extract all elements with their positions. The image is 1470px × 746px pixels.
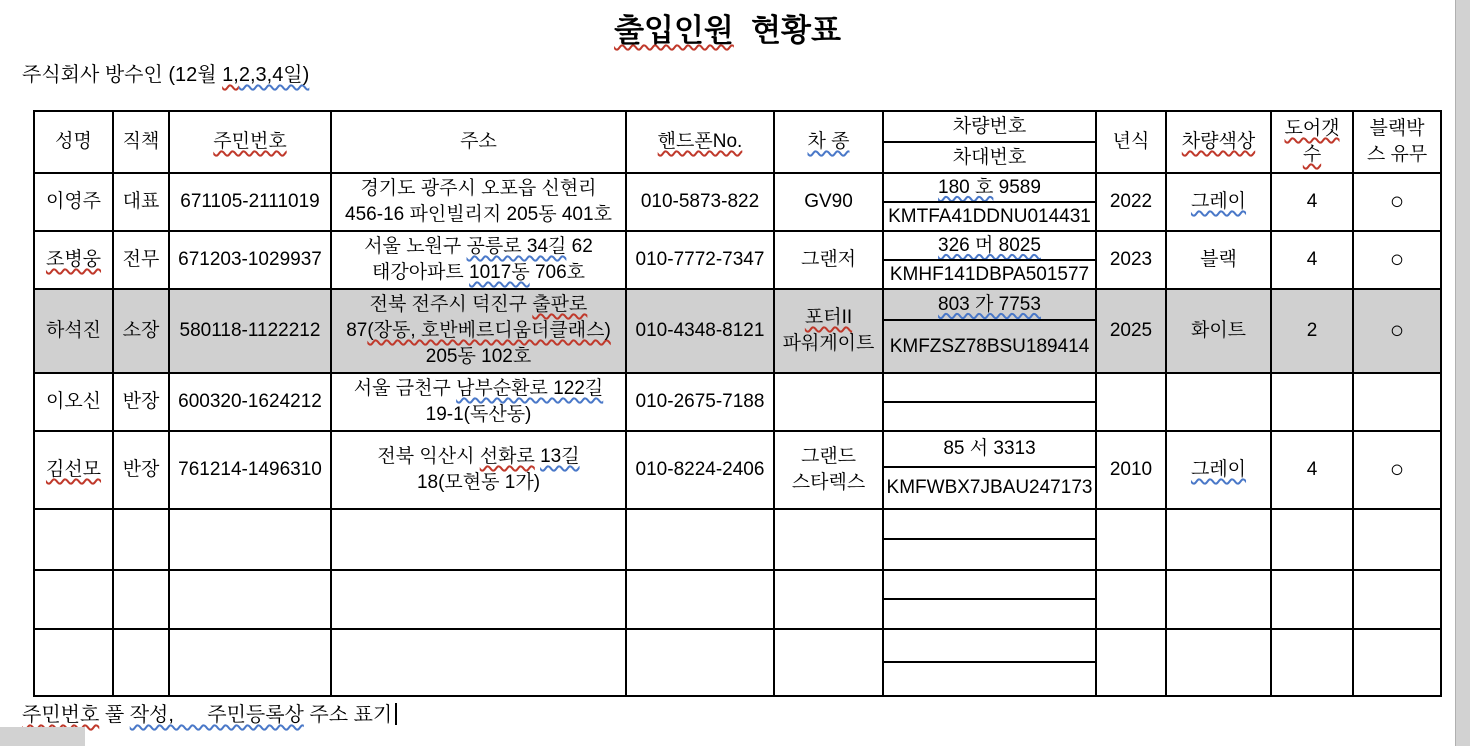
cell-color (1166, 173, 1271, 231)
text-segment: 주민번호 (22, 704, 100, 726)
cell-resident_id (169, 629, 331, 696)
text-segment: 서울 노원구 (364, 236, 467, 257)
text-segment: 13길 (540, 446, 580, 467)
cell-line (1097, 318, 1165, 344)
text-segment: 180 호 (938, 176, 994, 198)
cell-address (331, 570, 626, 629)
header-doors (1271, 111, 1353, 173)
text-segment: ○ (1389, 188, 1405, 215)
text-segment: 62 (566, 236, 593, 257)
cell-line (1354, 456, 1440, 484)
text-segment: 서울 금천구 (353, 378, 457, 399)
text-segment: 1017동 (469, 262, 530, 283)
text-segment: 2010 (1109, 459, 1153, 480)
header-position (113, 111, 169, 173)
personnel-table (33, 110, 1442, 697)
table-row (34, 570, 1441, 599)
cell-vehicle_type (774, 231, 883, 289)
cell-line (627, 247, 773, 273)
cell-position (113, 509, 169, 570)
text-segment: 1, (222, 64, 239, 86)
cell-position (113, 431, 169, 509)
cell-address (331, 289, 626, 373)
cell-address (331, 231, 626, 289)
text-segment: 803 가 7753 (938, 293, 1041, 315)
text-segment: 차량색상 (1181, 131, 1256, 152)
cell-line (1272, 318, 1352, 344)
cell-line (1354, 317, 1440, 345)
text-segment: 그랜드 (800, 446, 857, 467)
text-segment: 경기도 광주시 오포읍 신현리 (360, 178, 597, 199)
cell-line (170, 247, 330, 273)
table-row (34, 629, 1441, 662)
cell-line (332, 292, 625, 318)
cell-plate (883, 231, 1096, 260)
cell-year (1096, 231, 1166, 289)
cell-plate (883, 373, 1096, 402)
cell-doors (1271, 289, 1353, 373)
text-segment: 년식 (1112, 131, 1150, 152)
cell-vin (883, 202, 1096, 231)
cell-line (1167, 318, 1270, 344)
cell-plate (883, 289, 1096, 320)
header-phone (626, 111, 774, 173)
cell-line (1167, 457, 1270, 483)
cell-color (1166, 509, 1271, 570)
cell-line (1272, 116, 1352, 142)
cell-line (627, 129, 773, 155)
cell-line (884, 475, 1095, 501)
cell-vin (883, 260, 1096, 289)
text-segment: ○ (1389, 317, 1405, 344)
cell-color (1166, 231, 1271, 289)
cell-position (113, 570, 169, 629)
header-name (34, 111, 113, 173)
text-segment: 706호 (529, 262, 586, 283)
text-segment: 600320-1624212 (178, 391, 322, 412)
text-segment: 작성, 주민등록상 (129, 704, 304, 726)
cell-line (1272, 142, 1352, 168)
text-segment: 19-1(독산동) (425, 404, 532, 425)
cell-line (775, 470, 882, 496)
cell-line (332, 260, 625, 286)
cell-line (170, 189, 330, 215)
text-segment: 반장 (122, 391, 160, 412)
cell-line (114, 189, 168, 215)
text-segment: 태강아파트 (371, 262, 470, 283)
cell-resident_id (169, 173, 331, 231)
cell-resident_id (169, 373, 331, 431)
text-segment: 4 (1306, 191, 1318, 212)
text-segment: 671203-1029937 (178, 249, 322, 270)
cell-plate (883, 629, 1096, 662)
cell-position (113, 231, 169, 289)
cell-line (775, 444, 882, 470)
cell-line (114, 389, 168, 415)
cell-phone (626, 570, 774, 629)
text-segment: KMFZSZ78BSU189414 (889, 335, 1090, 357)
cell-vehicle_type (774, 289, 883, 373)
cell-resident_id (169, 231, 331, 289)
cell-line (170, 457, 330, 483)
text-segment: 스 유무 (1366, 144, 1428, 165)
text-segment: 205동 102호 (425, 346, 532, 367)
cell-line (114, 318, 168, 344)
text-segment: 출판로 (532, 294, 588, 315)
text-segment: 그랜저 (800, 249, 857, 270)
cell-address (331, 629, 626, 696)
cell-line (884, 145, 1095, 171)
text-segment: 스타렉스 (791, 472, 866, 493)
text-segment: 주소 표기 (303, 704, 393, 726)
text-segment: 주민번호 (213, 131, 287, 152)
header-address (331, 111, 626, 173)
text-segment: 010-2675-7188 (635, 391, 765, 412)
cell-blackbox (1353, 509, 1441, 570)
cell-doors (1271, 173, 1353, 231)
cell-vin (883, 662, 1096, 696)
cell-line (35, 247, 112, 273)
cell-blackbox (1353, 373, 1441, 431)
cell-line (332, 402, 625, 428)
canvas-background-right (1455, 0, 1470, 746)
cell-line (332, 470, 625, 496)
text-segment: ○ (1389, 246, 1405, 273)
cell-doors (1271, 231, 1353, 289)
cell-color (1166, 629, 1271, 696)
cell-line (332, 234, 625, 260)
cell-address (331, 173, 626, 231)
cell-line (170, 318, 330, 344)
header-blackbox (1353, 111, 1441, 173)
text-segment: 파워게이트 (782, 333, 875, 354)
text-segment: 2 (1306, 320, 1318, 341)
cell-phone (626, 431, 774, 509)
cell-line (884, 334, 1095, 360)
cell-line (627, 189, 773, 215)
cell-resident_id (169, 289, 331, 373)
company-date-line (22, 58, 309, 87)
text-segment: 4 (1306, 249, 1318, 270)
text-segment: 그레이 (1190, 459, 1247, 480)
text-segment: 도어갯 (1284, 118, 1340, 139)
cell-line (884, 204, 1095, 230)
text-segment: 공릉로 34길 (466, 236, 567, 257)
cell-line (775, 189, 882, 215)
cell-line (1167, 247, 1270, 273)
canvas-background-bottom-left (0, 727, 85, 746)
text-segment: 그레이 (1190, 191, 1247, 212)
cell-color (1166, 373, 1271, 431)
text-segment: 직책 (122, 131, 160, 152)
cell-name (34, 629, 113, 696)
header-vin (883, 142, 1096, 173)
cell-line (170, 129, 330, 155)
cell-vehicle_type (774, 173, 883, 231)
text-segment: 이영주 (45, 191, 102, 212)
text-segment: 화이트 (1190, 320, 1247, 341)
cell-line (35, 129, 112, 155)
text-segment: KMHF141DBPA501577 (889, 263, 1090, 285)
cell-line (114, 129, 168, 155)
cell-vin (883, 599, 1096, 629)
text-segment: KMTFA41DDNU014431 (888, 205, 1091, 227)
text-segment: 이오신 (45, 391, 102, 412)
cell-year (1096, 173, 1166, 231)
cell-blackbox (1353, 629, 1441, 696)
cell-line (1354, 188, 1440, 216)
text-segment: 010-8224-2406 (635, 459, 765, 480)
text-segment: (장동, 호반베르디움더클래스) (367, 320, 611, 341)
cell-line (1272, 247, 1352, 273)
cell-line (332, 444, 625, 470)
cell-line (884, 114, 1095, 140)
cell-name (34, 509, 113, 570)
text-segment: 핸드폰No. (657, 131, 743, 152)
text-segment: 차대번호 (952, 146, 1027, 168)
text-segment: 85 서 3313 (943, 438, 1036, 459)
text-segment: 2022 (1109, 191, 1153, 212)
cell-position (113, 629, 169, 696)
document-title (0, 5, 1455, 50)
cell-doors (1271, 570, 1353, 629)
header-color (1166, 111, 1271, 173)
cell-line (1354, 246, 1440, 274)
cell-name (34, 173, 113, 231)
cell-position (113, 373, 169, 431)
cell-vehicle_type (774, 629, 883, 696)
text-segment: 580118-1122212 (179, 320, 321, 341)
text-segment: 전무 (122, 249, 160, 270)
cell-line (332, 202, 625, 228)
cell-phone (626, 173, 774, 231)
cell-blackbox (1353, 231, 1441, 289)
cell-phone (626, 629, 774, 696)
cell-line (35, 389, 112, 415)
cell-color (1166, 431, 1271, 509)
cell-blackbox (1353, 570, 1441, 629)
cell-line (332, 129, 625, 155)
text-segment: 671105-2111019 (180, 191, 320, 212)
cell-plate (883, 570, 1096, 599)
cell-name (34, 570, 113, 629)
text-segment: 김선모 (45, 459, 102, 480)
cell-vin (883, 402, 1096, 431)
cell-line (1272, 189, 1352, 215)
text-segment: 수 (1302, 144, 1322, 165)
cell-blackbox (1353, 173, 1441, 231)
text-segment: 010-7772-7347 (635, 249, 765, 270)
cell-line (1272, 457, 1352, 483)
text-segment: 블랙 (1200, 249, 1237, 270)
cell-name (34, 289, 113, 373)
table-row (34, 373, 1441, 402)
header-plate (883, 111, 1096, 142)
text-segment: 블랙박 (1369, 118, 1425, 139)
header-vehicle_type (774, 111, 883, 173)
text-segment: 18(모현동 1가) (416, 472, 541, 493)
cell-line (35, 318, 112, 344)
cell-line (775, 331, 882, 357)
cell-phone (626, 231, 774, 289)
cell-blackbox (1353, 289, 1441, 373)
cell-address (331, 509, 626, 570)
header-year (1096, 111, 1166, 173)
text-segment: 반장 (122, 459, 160, 480)
cell-vehicle_type (774, 570, 883, 629)
text-segment: 2025 (1109, 320, 1153, 341)
text-segment: 010-5873-822 (640, 191, 760, 212)
cell-line (1097, 189, 1165, 215)
text-segment: 2023 (1109, 249, 1153, 270)
cell-doors (1271, 509, 1353, 570)
footer-note (22, 698, 397, 727)
cell-address (331, 431, 626, 509)
text-segment: 주식회사 방수인 (12월 (22, 64, 223, 86)
cell-plate (883, 431, 1096, 467)
text-segment: 차 종 (807, 131, 850, 152)
cell-vehicle_type (774, 431, 883, 509)
cell-name (34, 431, 113, 509)
text-segment: 전북 전주시 덕진구 (369, 294, 533, 315)
cell-line (35, 457, 112, 483)
cell-line (1097, 457, 1165, 483)
table-header-row (34, 111, 1441, 142)
cell-resident_id (169, 570, 331, 629)
cell-line (775, 247, 882, 273)
cell-vin (883, 320, 1096, 373)
cell-line (35, 189, 112, 215)
cell-line (884, 262, 1095, 288)
text-segment: 010-4348-8121 (635, 320, 765, 341)
cell-position (113, 289, 169, 373)
cell-vin (883, 539, 1096, 570)
cell-line (1097, 129, 1165, 155)
cell-line (884, 436, 1095, 462)
text-segment: ○ (1389, 456, 1405, 483)
table-row (34, 509, 1441, 539)
cell-address (331, 373, 626, 431)
cell-color (1166, 289, 1271, 373)
cell-line (627, 389, 773, 415)
text-segment: 761214-1496310 (178, 459, 322, 480)
text-segment: 성명 (55, 131, 92, 152)
cell-line (170, 389, 330, 415)
cell-phone (626, 289, 774, 373)
text-segment: 2,3,4일) (238, 64, 310, 86)
cell-color (1166, 570, 1271, 629)
text-segment: 남부순환로 122길 (456, 378, 604, 399)
cell-year (1096, 629, 1166, 696)
cell-name (34, 231, 113, 289)
text-segment: 포터II (804, 307, 853, 328)
text-segment: 4 (1306, 459, 1318, 480)
cell-doors (1271, 629, 1353, 696)
cell-doors (1271, 431, 1353, 509)
cell-line (114, 247, 168, 273)
text-segment: 현황표 (733, 13, 841, 48)
text-segment: 456-16 파인빌리지 205동 401호 (345, 204, 612, 225)
text-segment: KMFWBX7JBAU247173 (886, 477, 1093, 498)
footer-text (22, 704, 392, 726)
text-segment: 출입인원 (614, 13, 734, 48)
text-segment: 87 (346, 320, 368, 341)
table-row (34, 231, 1441, 260)
text-segment: 전북 익산시 (377, 446, 480, 467)
cell-blackbox (1353, 431, 1441, 509)
cell-line (332, 318, 625, 344)
cell-line (627, 457, 773, 483)
text-segment: 소장 (122, 320, 160, 341)
text-segment: 조병웅 (45, 249, 102, 270)
cell-plate (883, 509, 1096, 539)
cell-plate (883, 173, 1096, 202)
cell-name (34, 373, 113, 431)
cell-phone (626, 509, 774, 570)
cell-line (114, 457, 168, 483)
cell-line (775, 305, 882, 331)
cell-doors (1271, 373, 1353, 431)
cell-line (1354, 142, 1440, 168)
cell-line (332, 176, 625, 202)
table-row (34, 431, 1441, 467)
cell-vehicle_type (774, 373, 883, 431)
cell-year (1096, 289, 1166, 373)
cell-vin (883, 467, 1096, 509)
cell-vehicle_type (774, 509, 883, 570)
text-segment: 차량번호 (952, 115, 1027, 137)
text-segment: 주소 (460, 131, 497, 152)
text-segment: 풀 (99, 704, 130, 726)
table-row (34, 173, 1441, 202)
cell-year (1096, 373, 1166, 431)
table-row (34, 289, 1441, 320)
cell-line (884, 233, 1095, 259)
text-segment: GV90 (804, 191, 853, 212)
cell-line (332, 344, 625, 370)
cell-year (1096, 431, 1166, 509)
cell-phone (626, 373, 774, 431)
text-cursor (395, 703, 397, 725)
cell-line (884, 292, 1095, 318)
header-resident_id (169, 111, 331, 173)
cell-line (1167, 129, 1270, 155)
cell-resident_id (169, 509, 331, 570)
cell-year (1096, 509, 1166, 570)
text-segment: 선화로 (479, 446, 535, 467)
text-segment: 대표 (122, 191, 160, 212)
cell-line (775, 129, 882, 155)
cell-line (1097, 247, 1165, 273)
cell-line (1167, 189, 1270, 215)
text-segment: 하석진 (45, 320, 102, 341)
cell-line (627, 318, 773, 344)
cell-line (884, 175, 1095, 201)
text-segment: 326 머 8025 (938, 234, 1041, 256)
cell-position (113, 173, 169, 231)
text-segment: 9589 (993, 176, 1041, 198)
cell-line (332, 376, 625, 402)
cell-year (1096, 570, 1166, 629)
cell-line (1354, 116, 1440, 142)
cell-resident_id (169, 431, 331, 509)
